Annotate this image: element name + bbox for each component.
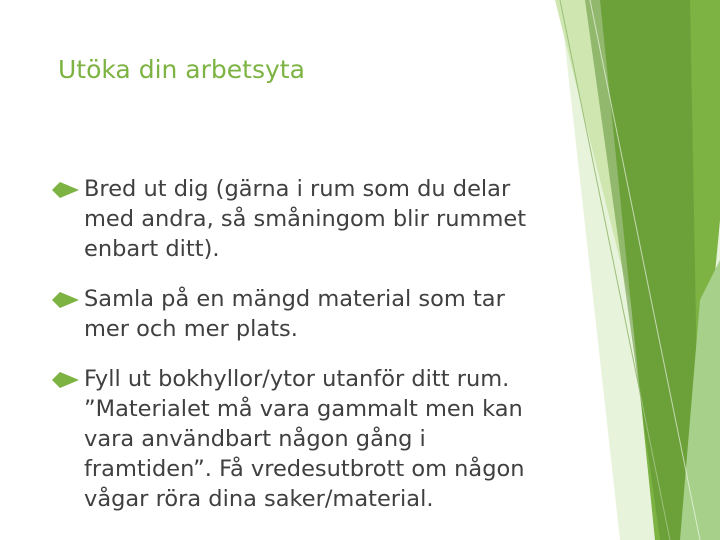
green-diamond-arrow-icon [52,182,79,198]
bullet-list [52,174,552,534]
bullet-item [52,364,552,514]
bullet-text: Samla på en mängd material som tar mer och mer plats. [84,286,505,342]
green-diamond-arrow-icon [52,372,79,388]
slide-title: Utöka din arbetsyta [58,55,305,84]
bullet-shape [52,372,79,388]
bullet-shape [52,182,79,198]
bullet-shape [52,292,79,308]
bullet-item [52,284,552,344]
green-diamond-arrow-icon [52,292,79,308]
bullet-text: Fyll ut bokhyllor/ytor utanför ditt rum. ”Materialet må vara gammalt men kan vara användbart någon gång i framtiden”. Få vredesutbrott om någon vågar röra dina saker/material. [84,366,525,512]
bullet-item [52,174,552,264]
bullet-text: Bred ut dig (gärna i rum som du delar med andra, så småningom blir rummet enbart ditt). [84,176,527,262]
